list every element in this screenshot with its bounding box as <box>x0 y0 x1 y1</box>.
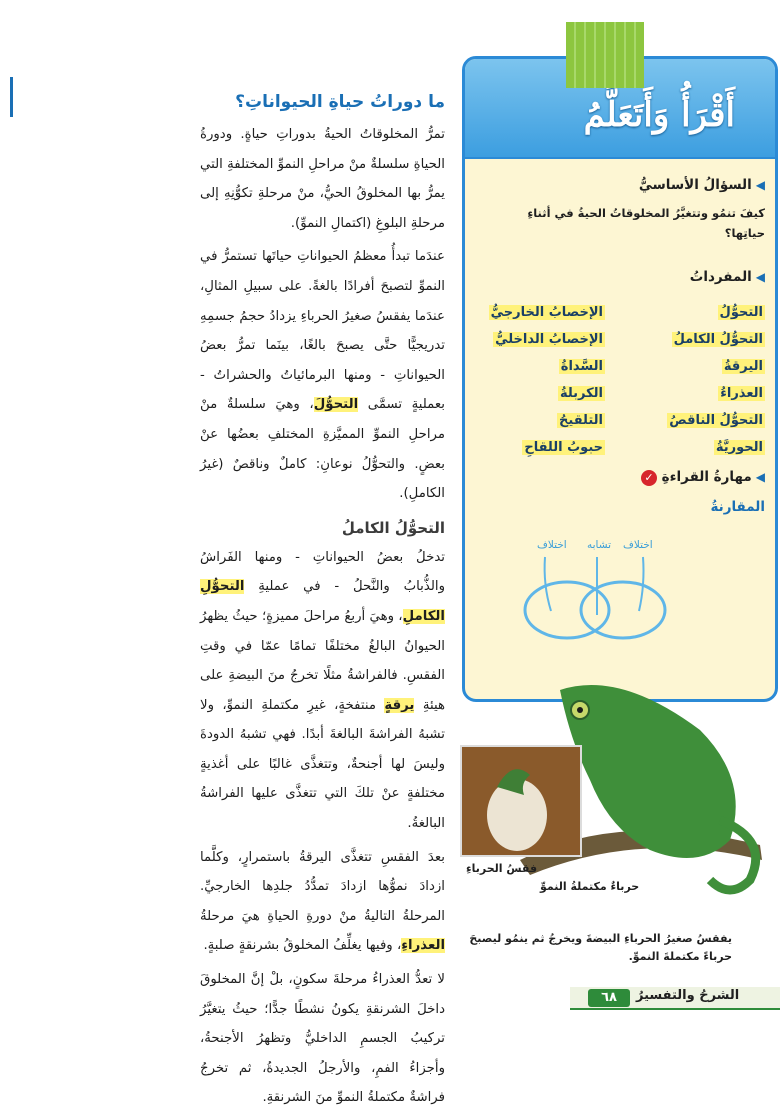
vocabulary-label <box>690 269 765 285</box>
paragraph-3-text: تدخلُ بعضُ الحيواناتِ - ومنها الفَراشُ والذُّبابُ والنَّحلُ - في عمليةِ <box>200 549 445 595</box>
vocab-term: التلقيحُ <box>559 413 603 428</box>
venn-diagram <box>515 555 675 645</box>
triangle-icon: ◀ <box>755 270 765 284</box>
footer-label: الشرحُ والتفسيرُ <box>636 988 740 1003</box>
vocab-term: التحوُّلُ الكاملُ <box>673 332 763 347</box>
reading-skill-label-text: مهارةُ القراءةِ <box>661 469 752 485</box>
vocab-term: العذراءُ <box>720 386 763 401</box>
paragraph-1: تمرُّ المخلوقاتُ الحيةُ بدوراتِ حياةٍ. ودورةُ الحياةِ سلسلةٌ منْ مراحلِ النموِّ المختلفةِ التي يمرُّ بها المخلوقُ الحيُّ، منْ مرحلةِ تكوُّنِهِ إلى مرحلةِ البلوغِ (اكتمالِ النموِّ). <box>200 127 445 231</box>
vocab-term: الإخصابُ الداخليُّ <box>495 332 603 347</box>
panel-tab-ribbon <box>566 22 644 88</box>
term-pupa: العذراءِ <box>401 938 445 954</box>
venn-label: اختلاف <box>623 539 653 551</box>
egg-caption: فقسُ الحرباءِ <box>466 862 538 875</box>
vocab-term: الإخصابُ الخارجيُّ <box>490 305 603 320</box>
panel-title: أَقْرَأُ وَأَتَعَلَّمُ <box>583 95 735 135</box>
subheading-complete-metamorphosis: التحوُّلُ الكاملُ <box>341 518 445 537</box>
vocab-term: حبوبُ اللقاحِ <box>524 440 603 455</box>
page-number: ٦٨ <box>588 989 630 1007</box>
read-and-learn-panel <box>462 56 778 702</box>
essential-question: كيفَ تنمُو وتتغيَّرُ المخلوقاتُ الحيةُ في أثناءِ حياتِها؟ <box>527 206 765 240</box>
paragraph-2 <box>200 242 445 508</box>
paragraph-4-text-end: ، وفيها يغلِّفُ المخلوقُ بشرنقةٍ صلبةٍ. <box>203 938 402 954</box>
vocab-term: التحوُّلُ <box>719 305 763 320</box>
venn-label: تشابه <box>587 539 612 551</box>
reading-skill-label <box>641 469 765 486</box>
vocab-term: الكربلةُ <box>559 386 603 401</box>
check-badge-icon: ✓ <box>641 470 657 486</box>
triangle-icon: ◀ <box>755 178 765 192</box>
paragraph-3-text-mid: ، وهيَ أربعُ مراحلَ مميزةٍ؛ حيثُ يظهرُ الحيوانُ البالغُ مختلفًا تمامًا عمّا في وقتِ الفقسِ. فالفراشةُ مثلًا تخرجُ منَ البيضةِ على هيئةِ <box>200 608 445 713</box>
page-edge-mark <box>10 77 13 117</box>
paragraph-4-text: بعدَ الفقسِ تتغذَّى اليرقةُ باستمرارٍ، وكلَّما ازدادَ نموُّها ازدادَ تمدُّدُ جلدِها الخارجيِّ. المرحلةُ التاليةُ منْ دورةِ الحياةِ هيَ مرحلةُ <box>200 849 445 924</box>
main-text-column <box>200 92 445 1117</box>
paragraph-3 <box>200 543 445 839</box>
vocab-term: التحوُّلُ الناقصُ <box>669 413 763 428</box>
paragraph-4 <box>200 843 445 961</box>
vocab-term: الحوريَّةُ <box>715 440 763 455</box>
section-heading: ما دوراتُ حياةِ الحيواناتِ؟ <box>235 92 445 112</box>
term-larva: يرقةٍ <box>384 697 415 713</box>
venn-label: اختلاف <box>537 539 567 551</box>
adult-caption: حرباءٌ مكتملةُ النموِّ <box>540 880 640 893</box>
vocab-term: اليرقةُ <box>723 359 763 374</box>
figure-caption: يفقسُ صغيرُ الحرباءِ البيضةَ ويخرجُ ثم ينمُو ليصبحَ حرباءً مكتملةَ النموِّ. <box>469 932 732 963</box>
paragraph-3-text-end: منتفخةٍ، غيرِ مكتملةِ النموِّ، ولا تشبهُ الفراشةَ البالغةَ أبدًا. فهي تشبهُ الدودةَ وليسَ لها أجنحةٌ، وتتغذَّى غالبًا على أغذيةٍ مختلفةٍ عنْ تلكَ التي تتغذَّى عليها الفراشةُ البالغةُ. <box>200 697 445 832</box>
term-metamorphosis: التحوُّلَ <box>313 397 359 413</box>
paragraph-5: لا تعدُّ العذراءُ مرحلةَ سكونٍ، بلْ إنَّ المخلوقَ داخلَ الشرنقةِ يكونُ نشطًا جدًّا؛ حيثُ يتغيَّرُ تركيبُ الجسمِ الداخليُّ وتظهرُ الأجنحةُ، وأجزاءُ الفمِ، والأرجلُ الجديدةُ، ثم تخرجُ فراشةٌ مكتملةُ النموِّ منَ الشرنقةِ. <box>200 972 445 1106</box>
term-complete-metamorphosis: التحوُّلِ الكاملِ <box>200 579 445 624</box>
triangle-icon: ◀ <box>755 470 765 484</box>
reading-skill: المقارنةُ <box>710 499 765 515</box>
hatching-chameleon-photo <box>460 745 582 857</box>
essential-question-label <box>639 177 765 193</box>
vocab-term: السَّداةُ <box>560 359 603 374</box>
paragraph-2-text: عندَما تبدأُ معظمُ الحيواناتِ حياتَها تستمرُّ في النموِّ لتصبحَ أفرادًا بالغةً. على سبيلِ المثالِ، عندَما يفقسُ صغيرُ الحرباءِ يزدادُ حجمُ جسمِهِ تدريجيًّا حتَّى يصبحَ بالغًا، بينَما تمرُّ بعضُ الحيواناتِ - ومنها البرمائياتُ والحشراتُ - بعمليةٍ تسمَّى <box>200 249 445 413</box>
vocabulary-label-text: المفرداتُ <box>689 269 752 285</box>
essential-question-label-text: السؤالُ الأساسيُّ <box>638 177 752 193</box>
paragraph-2-text-end: ، وهيَ سلسلةٌ منْ مراحلِ النموِّ المميَّزةِ المختلفِ بعضُها عنْ بعضٍ. والتحوُّلُ نوعانِ: كاملٌ وناقصٌ (غيرُ الكاملِ). <box>200 397 445 502</box>
